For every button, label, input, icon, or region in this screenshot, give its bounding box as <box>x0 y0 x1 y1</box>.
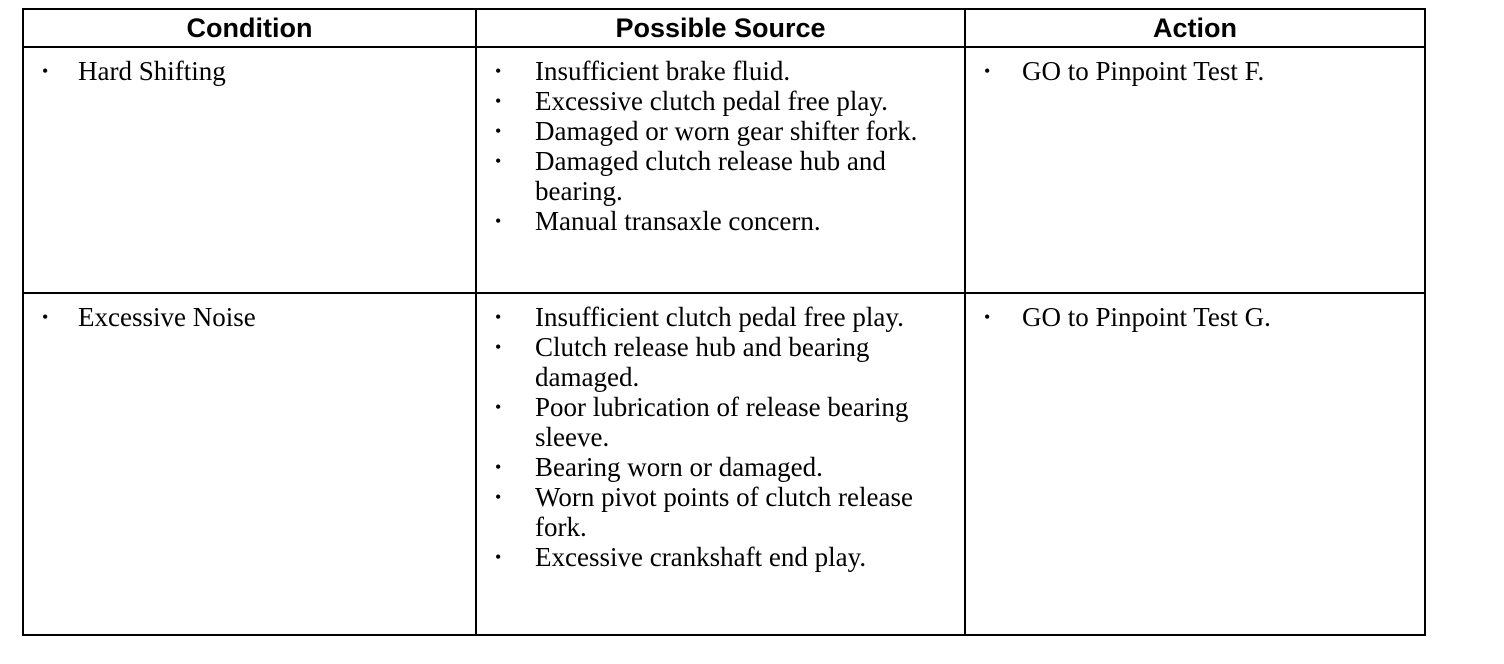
table-row <box>23 293 1425 635</box>
condition-cell <box>23 293 476 635</box>
source-item: • Damaged clutch release hub and bearing. <box>477 146 964 206</box>
source-item: • Insufficient brake fluid. <box>477 56 964 86</box>
source-item: • Insufficient clutch pedal free play. <box>477 302 964 332</box>
source-list <box>477 48 964 236</box>
action-cell <box>965 47 1425 293</box>
source-item: • Worn pivot points of clutch release fork. <box>477 482 964 542</box>
action-item: • GO to Pinpoint Test G. <box>966 302 1424 332</box>
source-item: • Excessive crankshaft end play. <box>477 542 964 572</box>
header-condition: Condition <box>23 9 476 47</box>
header-possible-source: Possible Source <box>476 9 965 47</box>
source-item: • Damaged or worn gear shifter fork. <box>477 116 964 146</box>
action-list <box>966 48 1424 86</box>
condition-list <box>24 294 475 332</box>
source-item: • Excessive clutch pedal free play. <box>477 86 964 116</box>
condition-cell <box>23 47 476 293</box>
source-cell <box>476 47 965 293</box>
condition-item: • Hard Shifting <box>24 56 475 86</box>
header-action: Action <box>965 9 1425 47</box>
condition-item: • Excessive Noise <box>24 302 475 332</box>
diagnosis-table <box>22 8 1426 636</box>
header-row <box>23 9 1425 47</box>
source-list <box>477 294 964 572</box>
table-row <box>23 47 1425 293</box>
condition-list <box>24 48 475 86</box>
action-list <box>966 294 1424 332</box>
source-item: • Poor lubrication of release bearing sleeve. <box>477 392 964 452</box>
source-item: • Manual transaxle concern. <box>477 206 964 236</box>
action-item: • GO to Pinpoint Test F. <box>966 56 1424 86</box>
source-cell <box>476 293 965 635</box>
action-cell <box>965 293 1425 635</box>
source-item: • Clutch release hub and bearing damaged. <box>477 332 964 392</box>
source-item: • Bearing worn or damaged. <box>477 452 964 482</box>
